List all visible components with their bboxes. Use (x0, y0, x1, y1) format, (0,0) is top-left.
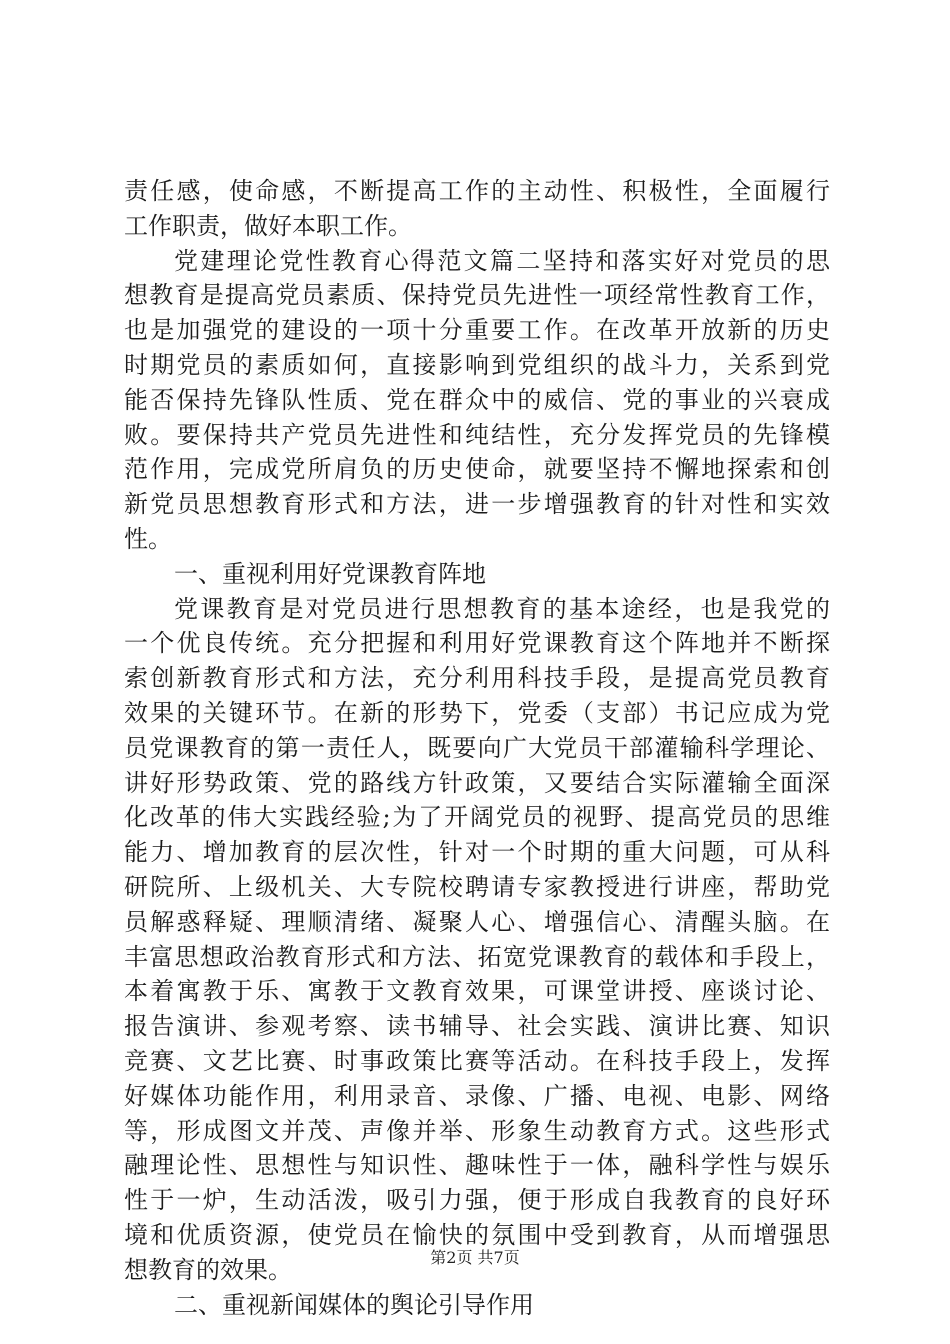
text-line: 能否保持先锋队性质、党在群众中的威信、党的事业的兴衰成 (124, 385, 830, 414)
paragraph-start-line: 党建理论党性教育心得范文篇二坚持和落实好对党员的思 (174, 246, 830, 275)
text-line: 境和优质资源，使党员在愉快的氛围中受到教育，从而增强思 (124, 1220, 830, 1249)
text-line: 竞赛、文艺比赛、时事政策比赛等活动。在科技手段上，发挥 (124, 1046, 830, 1075)
text-line: 丰富思想政治教育形式和方法、拓宽党课教育的载体和手段上， (124, 942, 830, 971)
text-line: 员党课教育的第一责任人，既要向广大党员干部灌输科学理论、 (124, 733, 830, 762)
paragraph-start-line: 党课教育是对党员进行思想教育的基本途经，也是我党的 (174, 594, 830, 623)
text-line: 报告演讲、参观考察、读书辅导、社会实践、演讲比赛、知识 (124, 1012, 830, 1041)
text-line: 一个优良传统。充分把握和利用好党课教育这个阵地并不断探 (124, 629, 830, 658)
text-line: 等，形成图文并茂、声像并举、形象生动教育方式。这些形式 (124, 1116, 830, 1145)
text-line: 时期党员的素质如何，直接影响到党组织的战斗力，关系到党 (124, 350, 830, 379)
text-line: 想教育的效果。 (124, 1255, 292, 1284)
text-line: 融理论性、思想性与知识性、趣味性于一体，融科学性与娱乐 (124, 1151, 830, 1180)
text-line: 效果的关键环节。在新的形势下，党委（支部）书记应成为党 (124, 698, 830, 727)
document-body (124, 174, 830, 1322)
text-line: 败。要保持共产党员先进性和纯结性，充分发挥党员的先锋模 (124, 420, 830, 449)
text-line: 责任感，使命感，不断提高工作的主动性、积极性，全面履行 (124, 177, 830, 205)
text-line: 也是加强党的建设的一项十分重要工作。在改革开放新的历史 (124, 316, 830, 345)
text-line: 能力、增加教育的层次性，针对一个时期的重大问题，可从科 (124, 838, 830, 867)
text-line: 工作职责，做好本职工作。 (124, 211, 412, 240)
text-line: 新党员思想教育形式和方法，进一步增强教育的针对性和实效 (124, 490, 830, 519)
text-line: 想教育是提高党员素质、保持党员先进性一项经常性教育工作， (124, 281, 830, 310)
text-line: 研院所、上级机关、大专院校聘请专家教授进行讲座，帮助党 (124, 872, 830, 901)
text-line: 化改革的伟大实践经验;为了开阔党员的视野、提高党员的思维 (124, 803, 830, 832)
text-line: 讲好形势政策、党的路线方针政策，又要结合实际灌输全面深 (124, 768, 830, 797)
text-line: 本着寓教于乐、寓教于文教育效果，可课堂讲授、座谈讨论、 (124, 977, 830, 1006)
text-line: 性于一炉，生动活泼，吸引力强，便于形成自我教育的良好环 (124, 1186, 830, 1215)
text-line: 范作用，完成党所肩负的历史使命，就要坚持不懈地探索和创 (124, 455, 830, 484)
section-heading: 一、重视利用好党课教育阵地 (174, 559, 486, 588)
page-number-footer: 第2页 共7页 (430, 1248, 520, 1267)
text-line: 员解惑释疑、理顺清绪、凝聚人心、增强信心、清醒头脑。在 (124, 907, 830, 936)
text-line: 好媒体功能作用，利用录音、录像、广播、电视、电影、网络 (124, 1081, 830, 1110)
text-line: 索创新教育形式和方法，充分利用科技手段，是提高党员教育 (124, 664, 830, 693)
section-heading: 二、重视新闻媒体的舆论引导作用 (174, 1290, 534, 1319)
text-line: 性。 (124, 524, 172, 553)
